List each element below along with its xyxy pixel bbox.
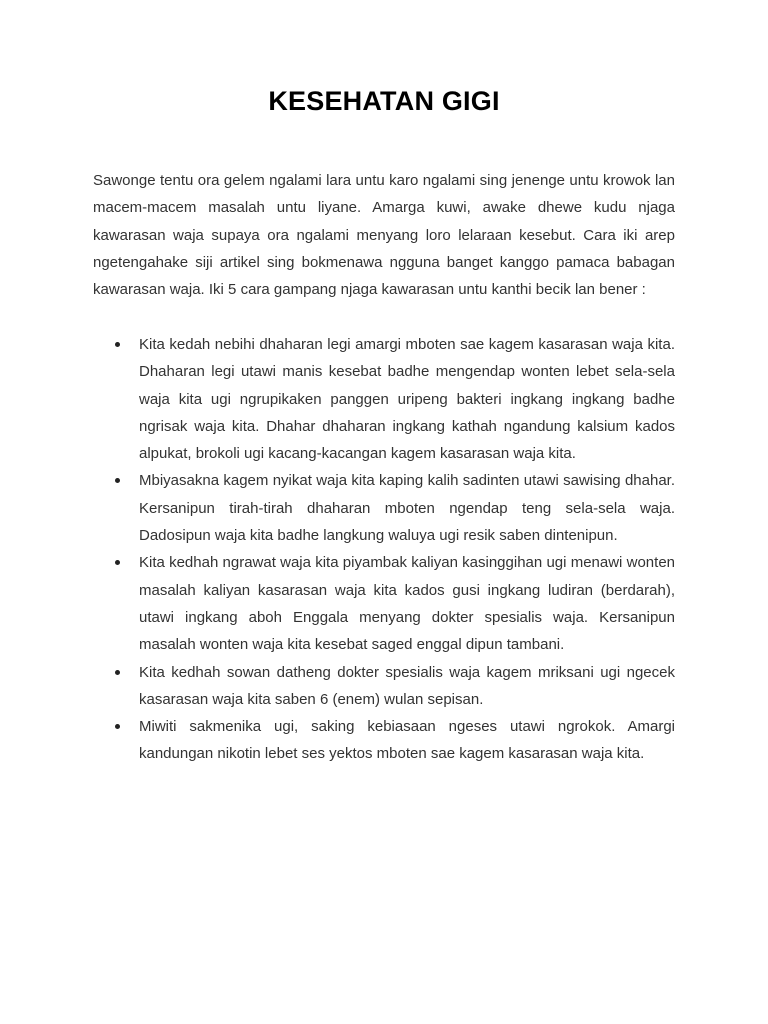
- list-item-text: Mbiyasakna kagem nyikat waja kita kaping kalih sadinten utawi sawising dhahar. Kersanipun tirah-tirah dhaharan mboten ngendap teng sela-sela waja. Dadosipun waja kita badhe langkung waluya ugi resik saben dintenipun.: [139, 472, 675, 545]
- list-item: [93, 713, 675, 768]
- list-item: [93, 549, 675, 658]
- list-item-text: Kita kedah nebihi dhaharan legi amargi mboten sae kagem kasarasan waja kita. Dhaharan legi utawi manis kesebat badhe mengendap wonten lebet sela-sela waja kita ugi ngrupikaken panggen uripeng bakteri ingkang ingkang badhe ngrisak waja kita. Dhahar dhaharan ingkang kathah ngandung kalsium kados alpukat, brokoli ugi kacang-kacangan kagem kasarasan waja kita.: [139, 336, 675, 463]
- bullet-icon: [115, 724, 120, 729]
- bullet-icon: [115, 478, 120, 483]
- bullet-icon: [115, 560, 120, 565]
- tips-list: [93, 331, 675, 768]
- list-item-text: Kita kedhah sowan datheng dokter spesialis waja kagem mriksani ugi ngecek kasarasan waja kita saben 6 (enem) wulan sepisan.: [139, 663, 675, 708]
- intro-paragraph: Sawonge tentu ora gelem ngalami lara untu karo ngalami sing jenenge untu krowok lan macem-macem masalah untu liyane. Amarga kuwi, awake dhewe kudu njaga kawarasan waja supaya ora ngalami menyang loro lelaraan kesebut. Cara iki arep ngetengahake siji artikel sing bokmenawa ngguna banget kanggo pamaca babagan kawarasan waja. Iki 5 cara gampang njaga kawarasan untu kanthi becik lan bener :: [93, 172, 675, 299]
- list-item-text: Miwiti sakmenika ugi, saking kebiasaan ngeses utawi ngrokok. Amargi kandungan nikotin lebet ses yektos mboten sae kagem kasarasan waja kita.: [139, 718, 675, 763]
- list-item: [93, 467, 675, 549]
- bullet-icon: [115, 670, 120, 675]
- list-item-text: Kita kedhah ngrawat waja kita piyambak kaliyan kasinggihan ugi menawi wonten masalah kaliyan kasarasan waja kita kados gusi ingkang ludiran (berdarah), utawi ingkang aboh Enggala menyang dokter spesialis waja. Kersanipun masalah wonten waja kita kesebat saged enggal dipun tambani.: [139, 554, 675, 654]
- list-item: [93, 331, 675, 467]
- page-title: KESEHATAN GIGI: [268, 86, 500, 116]
- bullet-icon: [115, 342, 120, 347]
- list-item: [93, 659, 675, 714]
